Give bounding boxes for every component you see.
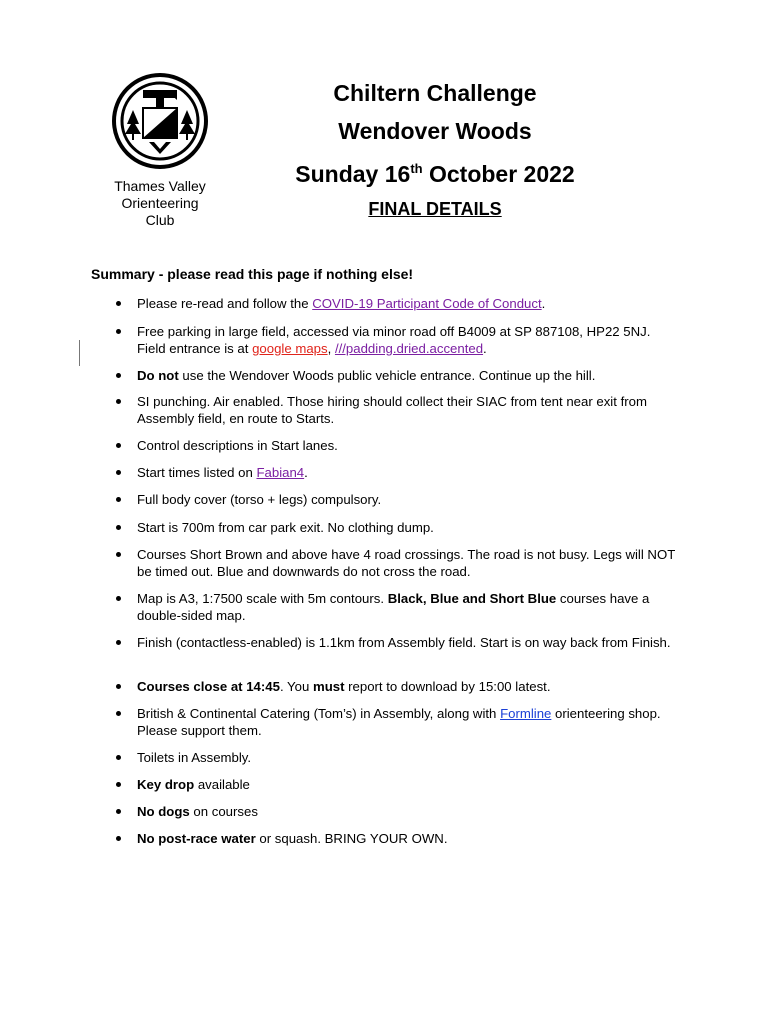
list-item-text: Start is 700m from car park exit. No clothing dump.: [137, 520, 434, 535]
list-item-text: Courses Short Brown and above have 4 road crossings. The road is not busy. Legs will NOT be timed out. Blue and downwards do not cross the road.: [137, 547, 676, 579]
summary-heading: Summary - please read this page if nothing else!: [91, 266, 414, 282]
list-item-dogs: [137, 804, 682, 821]
list-item-text: orienteering shop. Please support them.: [137, 706, 661, 738]
list-item-start-distance: [137, 520, 682, 537]
list-item-text: Start times listed on: [137, 465, 257, 480]
list-item-bold-text: Courses close at 14:45: [137, 679, 280, 694]
list-item-bold-text: Do not: [137, 368, 179, 383]
list-item-map: [137, 591, 682, 624]
list-item-link[interactable]: COVID-19 Participant Code of Conduct: [312, 296, 542, 311]
list-item-text: ,: [327, 340, 335, 356]
event-title: Chiltern Challenge: [333, 80, 537, 106]
list-item-text: Toilets in Assembly.: [137, 750, 252, 765]
list-item-link[interactable]: Fabian4: [256, 465, 305, 480]
list-item-text: Control descriptions in Start lanes.: [137, 438, 338, 453]
club-logo-block: [104, 72, 216, 229]
list-item-text: .: [541, 296, 546, 311]
list-item-bold-text: No post-race water: [137, 831, 256, 846]
list-item-body-cover: [137, 492, 682, 509]
list-item-bold-text: must: [312, 679, 345, 694]
list-item-text: . You: [279, 679, 313, 694]
list-item-text: Please re-read and follow the: [137, 296, 313, 311]
list-item-text: .: [304, 465, 308, 480]
list-item-close: [137, 679, 682, 696]
event-date: [248, 154, 622, 189]
event-date-day: Sunday 16: [295, 161, 411, 187]
list-item-si: [137, 394, 682, 427]
list-item-catering: [137, 706, 682, 739]
list-item-text: courses have a double-sided map.: [137, 591, 650, 623]
list-item-link[interactable]: google maps: [252, 340, 328, 356]
list-item-text: Finish (contactless-enabled) is 1.1km from Assembly field. Start is on way back from Finish.: [137, 635, 671, 650]
list-item-covid: [137, 296, 682, 313]
list-item-control: [137, 438, 682, 455]
list-item-text: British & Continental Catering (Tom’s) in Assembly, along with: [137, 706, 501, 721]
margin-change-bar: [79, 340, 80, 366]
final-details-heading: FINAL DETAILS: [368, 199, 502, 219]
club-name-line: Thames Valley: [114, 178, 206, 194]
club-name-line: Orienteering: [121, 195, 199, 211]
list-item-bold-text: Key drop: [137, 777, 195, 792]
list-item-text: Free parking in large field, accessed via minor road off B4009 at SP 887108, HP22 5NJ. Field entrance is at: [137, 324, 651, 356]
list-item-text: use the Wendover Woods public vehicle entrance. Continue up the hill.: [178, 368, 596, 383]
list-item-text: or squash. BRING YOUR OWN.: [255, 831, 448, 846]
list-item-link[interactable]: ///padding.dried.accented: [334, 340, 484, 356]
list-item-text: Map is A3, 1:7500 scale with 5m contours.: [137, 591, 388, 606]
list-item-text: SI punching. Air enabled. Those hiring should collect their SIAC from tent near exit from Assembly field, en route to Starts.: [137, 394, 647, 426]
event-date-rest: October 2022: [422, 161, 575, 187]
list-item-parking: [137, 324, 682, 357]
list-item-start-times: [137, 465, 682, 482]
list-item-water: [137, 831, 682, 848]
list-item-text: available: [194, 777, 250, 792]
list-item-text: on courses: [189, 804, 258, 819]
event-date-suffix: th: [410, 161, 423, 176]
list-item-text: report to download by 15:00 latest.: [344, 679, 551, 694]
list-item-link[interactable]: Formline: [500, 706, 552, 721]
event-title-block: [248, 78, 622, 221]
list-item-toilets: [137, 750, 682, 767]
club-name-line: Club: [145, 212, 175, 228]
list-item-entrance: [137, 368, 682, 385]
list-item-finish: [137, 635, 682, 652]
tvoc-logo-icon: [111, 72, 209, 170]
event-venue: Wendover Woods: [338, 118, 532, 144]
list-item-bold-text: No dogs: [137, 804, 190, 819]
list-item-text: .: [483, 340, 487, 356]
list-item-keydrop: [137, 777, 682, 794]
club-name: [104, 178, 216, 229]
list-item-bold-text: Black, Blue and Short Blue: [387, 591, 557, 606]
list-item-crossings: [137, 547, 682, 580]
list-item-text: Full body cover (torso + legs) compulsory.: [137, 492, 382, 507]
